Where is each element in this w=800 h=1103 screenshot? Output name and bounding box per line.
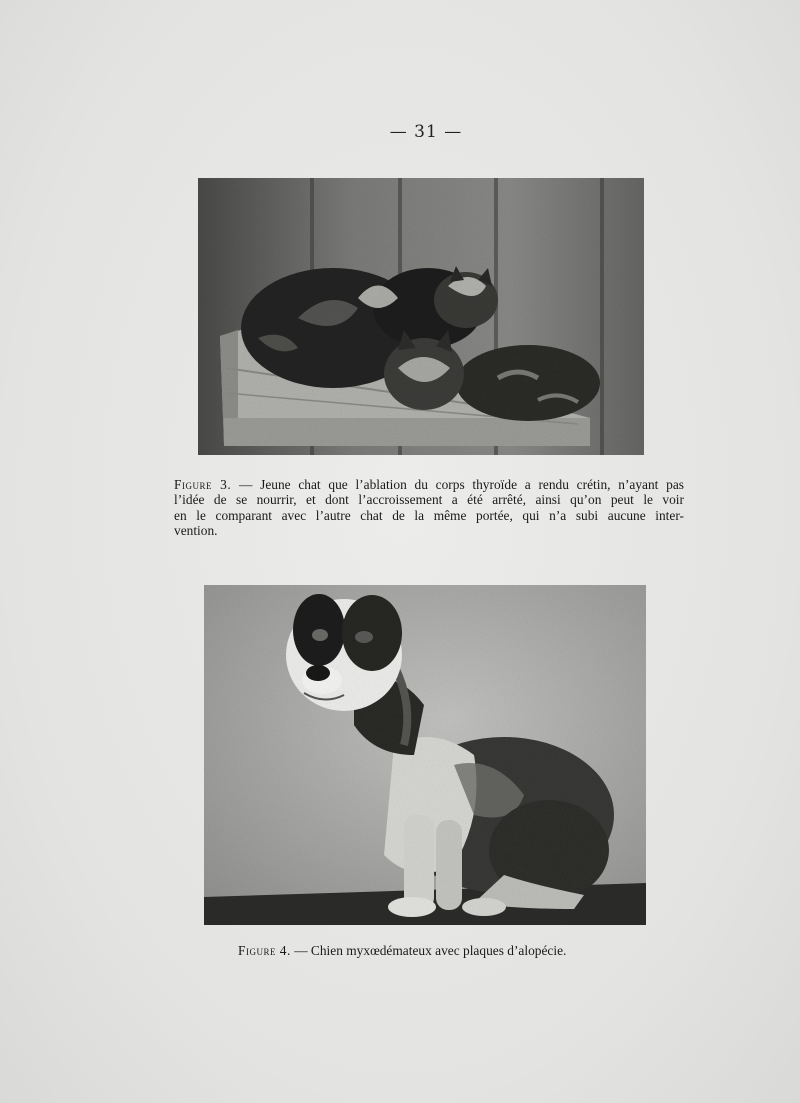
figure-4-caption-text: — Chien myxœdémateux avec plaques d’alopécie. [290, 943, 567, 958]
caption-text-1: — Jeune chat que l’ablation du corps thyroïde a rendu crétin, n’ayant pas [231, 477, 684, 492]
dog-photograph [204, 585, 646, 925]
figure-3-photo [198, 178, 644, 455]
caption-line-2: l’idée de se nourrir, et dont l’accroissement a été arrêté, ainsi qu’on peut le voir [174, 492, 684, 508]
figure-4-caption [238, 943, 638, 958]
caption-line-3: en le comparant avec l’autre chat de la même portée, qui n’a subi aucune inter- [174, 507, 684, 523]
cats-photograph [198, 178, 644, 455]
figure-3-caption [174, 477, 684, 538]
figure-3-label: Figure 3. [174, 477, 232, 492]
caption-line-1 [174, 477, 684, 492]
page-number: — 31 — [389, 122, 463, 142]
figure-4-label: Figure 4. [238, 943, 291, 958]
figure-4-photo [204, 585, 646, 925]
caption-line-4: vention. [174, 522, 218, 538]
